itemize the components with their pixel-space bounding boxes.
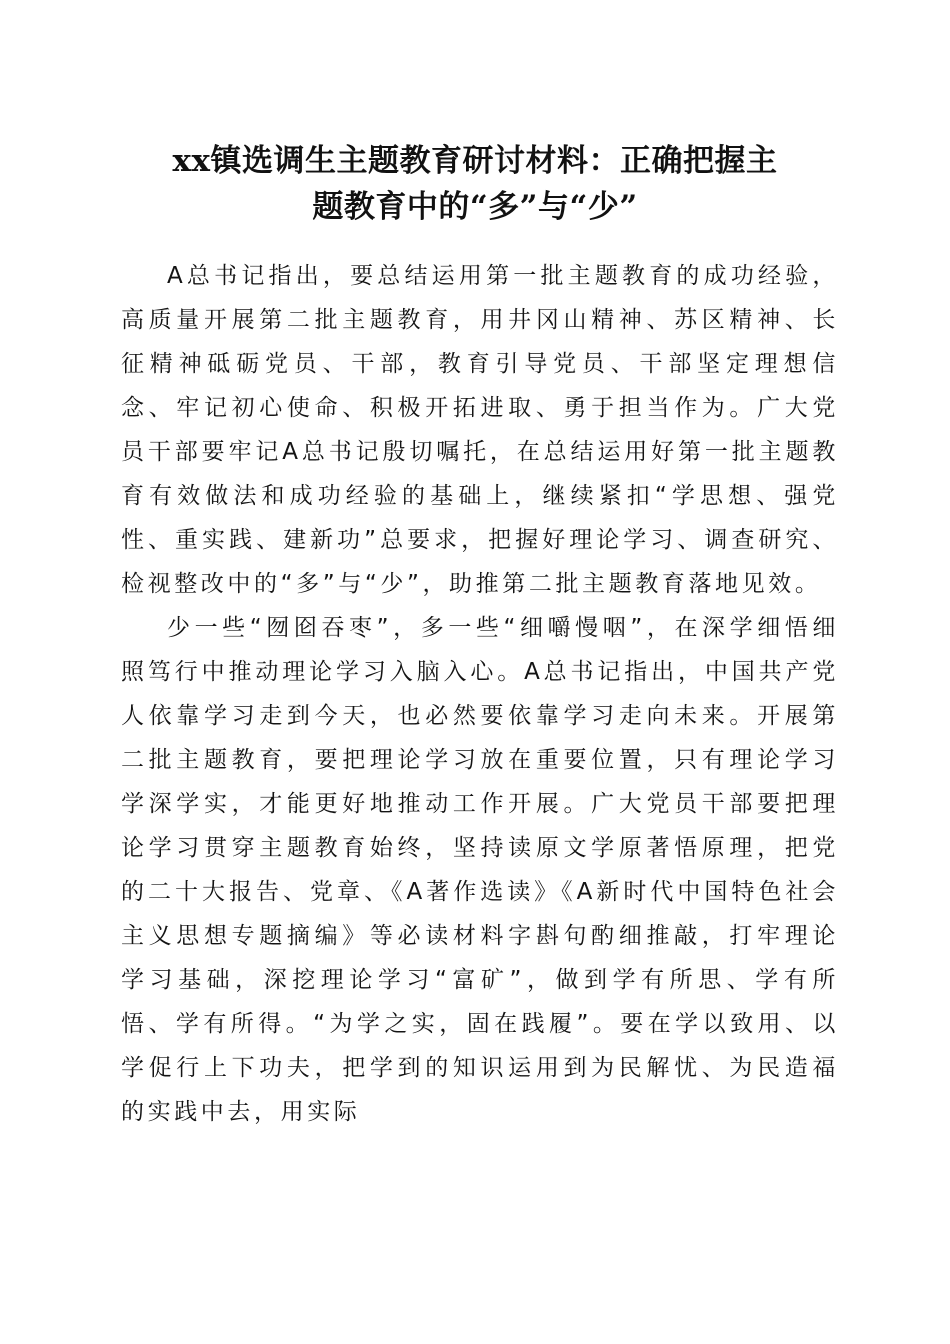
paragraph-1: A总书记指出，要总结运用第一批主题教育的成功经验，高质量开展第二批主题教育，用井冈山精神、苏区精神、长征精神砥砺党员、干部，教育引导党员、干部坚定理想信念、牢记初心使命、积极开拓进取、勇于担当作为。广大党员干部要牢记A总书记殷切嘱托，在总结运用好第一批主题教育有效做法和成功经验的基础上，继续紧扣“学思想、强党性、重实践、建新功”总要求，把握好理论学习、调查研究、检视整改中的“多”与“少”，助推第二批主题教育落地见效。 <box>121 263 839 597</box>
document-body <box>121 254 839 1134</box>
title-line-1: xx镇选调生主题教育研讨材料：正确把握主 <box>172 143 778 179</box>
title-line-2: 题教育中的“多”与“少” <box>312 189 638 225</box>
paragraph-2: 少一些“囫囵吞枣”，多一些“细嚼慢咽”，在深学细悟细照笃行中推动理论学习入脑入心。A总书记指出，中国共产党人依靠学习走到今天，也必然要依靠学习走向未来。开展第二批主题教育，要把理论学习放在重要位置，只有理论学习学深学实，才能更好地推动工作开展。广大党员干部要把理论学习贯穿主题教育始终，坚持读原文学原著悟原理，把党的二十大报告、党章、《A著作选读》《A新时代中国特色社会主义思想专题摘编》等必读材料字斟句酌细推敲，打牢理论学习基础，深挖理论学习“富矿”，做到学有所思、学有所悟、学有所得。“为学之实，固在践履”。要在学以致用、以学促行上下功夫，把学到的知识运用到为民解忧、为民造福的实践中去，用实际 <box>121 615 839 1125</box>
document-title <box>100 138 850 230</box>
